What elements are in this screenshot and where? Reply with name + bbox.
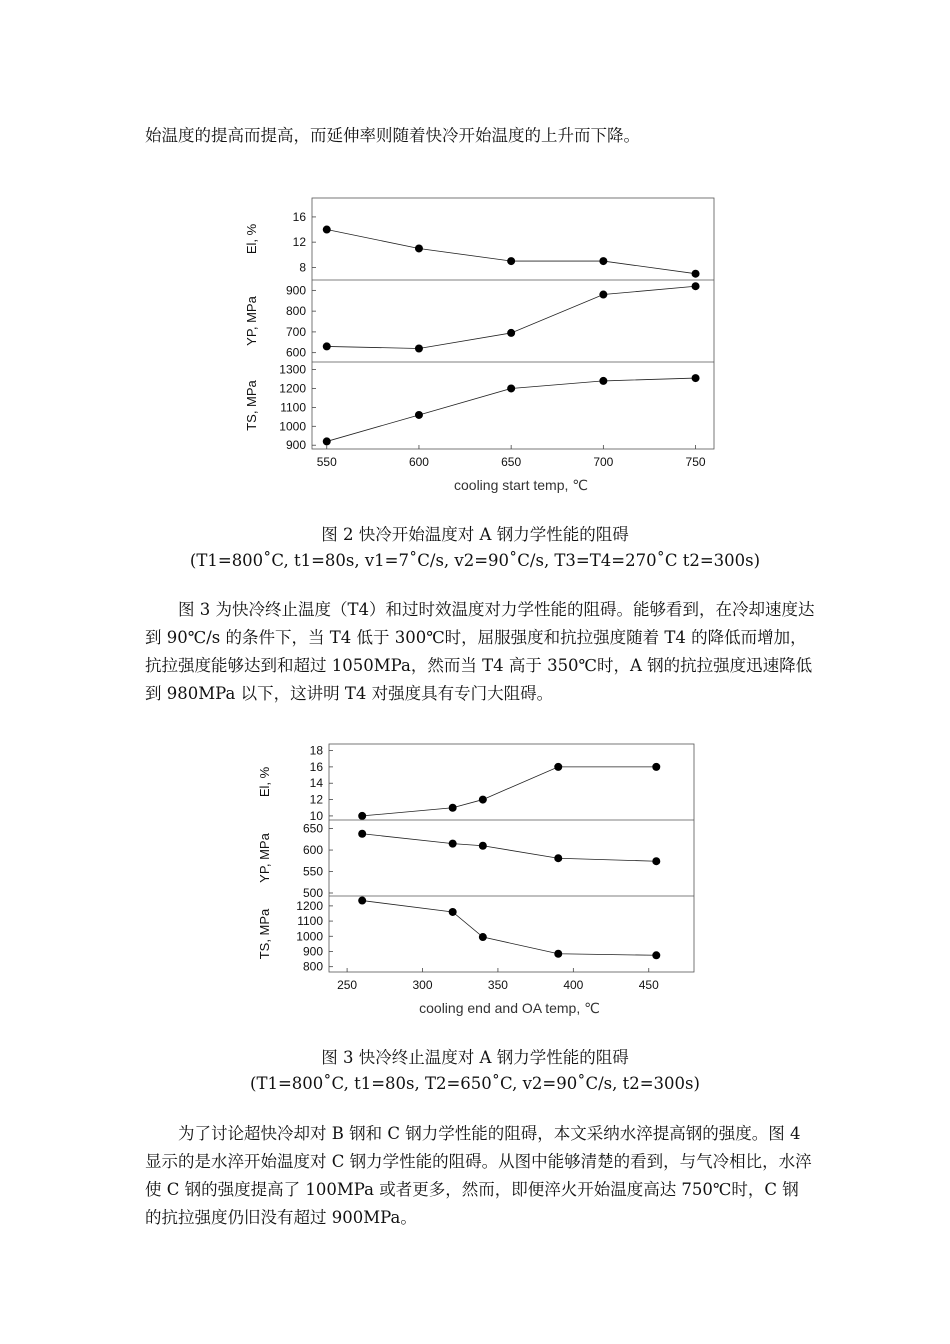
data-point xyxy=(449,804,457,812)
y-tick-label: 550 xyxy=(302,864,323,879)
y-axis-label: El, % xyxy=(257,766,272,798)
y-tick-label: 1000 xyxy=(279,419,306,434)
x-tick-label: 750 xyxy=(685,455,706,469)
y-tick-label: 16 xyxy=(309,759,323,774)
figure-2-params: (T1=800˚C, t1=80s, v1=7˚C/s, v2=90˚C/s, T3=T4=270˚C t2=300s) xyxy=(189,551,761,570)
data-point xyxy=(692,374,700,382)
data-point xyxy=(323,437,331,445)
y-tick-label: 12 xyxy=(309,792,323,807)
y-tick-label: 900 xyxy=(285,283,306,298)
paragraph-water-quench: 为了讨论超快冷却对 B 钢和 C 钢力学性能的阻碍，本文采纳水淬提高钢的强度。图 4 显示的是水淬开始温度对 C 钢力学性能的阻碍。从图中能够清楚的看到，与气冷相比，水淬使 C 钢的强度提高了 100MPa 或者更多，然而，即便淬火开始温度高达 750℃时，C 钢的抗拉强度仍旧没有超过 900MPa。 xyxy=(145,1124,812,1227)
x-axis-label: cooling start temp, ℃ xyxy=(454,477,588,493)
x-axis-label: cooling end and OA temp, ℃ xyxy=(419,1000,600,1016)
data-point xyxy=(479,842,487,850)
y-tick-label: 12 xyxy=(292,235,306,250)
figure-3-chart xyxy=(245,730,715,1022)
data-point xyxy=(479,933,487,941)
y-tick-label: 500 xyxy=(302,885,323,900)
y-tick-label: 10 xyxy=(309,808,323,823)
data-point xyxy=(652,857,660,865)
figure-2-caption xyxy=(0,522,950,574)
data-point xyxy=(692,270,700,278)
series-line xyxy=(327,286,696,348)
y-tick-label: 1000 xyxy=(296,929,323,944)
y-tick-label: 1200 xyxy=(279,381,306,396)
data-point xyxy=(415,244,423,252)
y-tick-label: 18 xyxy=(309,743,323,758)
figure-3-params: (T1=800˚C, t1=80s, T2=650˚C, v2=90˚C/s, t2=300s) xyxy=(250,1074,700,1093)
y-tick-label: 1100 xyxy=(280,400,306,415)
y-tick-label: 800 xyxy=(285,304,306,319)
y-axis-label: TS, MPa xyxy=(244,380,259,431)
y-tick-label: 600 xyxy=(302,843,323,858)
figure-3-caption xyxy=(0,1045,950,1097)
y-tick-label: 16 xyxy=(292,209,306,224)
data-point xyxy=(507,329,515,337)
paragraph-fig3-discussion: 图 3 为快冷终止温度（T4）和过时效温度对力学性能的阻碍。能够看到，在冷却速度达到 90℃/s 的条件下，当 T4 低于 300℃时，屈服强度和抗拉强度随着 T4 的降低而增加，抗拉强度能够达到和超过 1050MPa，然而当 T4 高于 350℃时，A 钢的抗拉强度迅速降低到 980MPa 以下，这讲明 T4 对强度具有专门大阻碍。 xyxy=(145,600,815,703)
data-point xyxy=(554,950,562,958)
paragraph-fig2-intro: 始温度的提高而提高，而延伸率则随着快冷开始温度的上升而下降。 xyxy=(145,126,640,145)
data-point xyxy=(599,257,607,265)
y-axis-label: TS, MPa xyxy=(257,908,272,960)
y-tick-label: 14 xyxy=(309,776,323,791)
series-line xyxy=(362,834,656,861)
data-point xyxy=(599,291,607,299)
y-axis-label: YP, MPa xyxy=(244,296,259,346)
x-tick-label: 700 xyxy=(593,455,614,469)
data-point xyxy=(358,812,366,820)
data-point xyxy=(358,830,366,838)
x-tick-label: 400 xyxy=(563,978,584,992)
series-line xyxy=(327,230,696,274)
data-point xyxy=(479,796,487,804)
y-tick-label: 700 xyxy=(285,324,306,339)
data-point xyxy=(323,342,331,350)
data-point xyxy=(323,226,331,234)
data-point xyxy=(415,411,423,419)
data-point xyxy=(358,897,366,905)
y-tick-label: 900 xyxy=(285,438,306,453)
plot-frame xyxy=(312,198,714,449)
x-tick-label: 450 xyxy=(638,978,659,992)
y-axis-label: YP, MPa xyxy=(257,833,272,883)
data-point xyxy=(652,763,660,771)
y-tick-label: 800 xyxy=(302,959,323,974)
figure-2-title: 图 2 快冷开始温度对 A 钢力学性能的阻碍 xyxy=(321,525,629,544)
figure-3-title: 图 3 快冷终止温度对 A 钢力学性能的阻碍 xyxy=(321,1048,629,1067)
data-point xyxy=(507,384,515,392)
data-point xyxy=(415,345,423,353)
y-tick-label: 1300 xyxy=(279,362,306,377)
y-tick-label: 1200 xyxy=(296,898,323,913)
x-tick-label: 650 xyxy=(501,455,522,469)
data-point xyxy=(449,908,457,916)
y-tick-label: 8 xyxy=(299,260,306,275)
y-tick-label: 600 xyxy=(285,345,306,360)
data-point xyxy=(507,257,515,265)
plot-frame xyxy=(329,744,694,972)
data-point xyxy=(652,951,660,959)
data-point xyxy=(554,854,562,862)
x-tick-label: 250 xyxy=(337,978,358,992)
x-tick-label: 550 xyxy=(316,455,337,469)
y-tick-label: 650 xyxy=(302,821,323,836)
series-line xyxy=(362,901,656,956)
series-line xyxy=(362,767,656,816)
y-tick-label: 1100 xyxy=(297,914,323,929)
data-point xyxy=(599,377,607,385)
x-tick-label: 300 xyxy=(412,978,433,992)
data-point xyxy=(692,282,700,290)
y-axis-label: El, % xyxy=(244,223,259,255)
figure-2-chart xyxy=(230,190,730,500)
x-tick-label: 350 xyxy=(487,978,508,992)
y-tick-label: 900 xyxy=(302,944,323,959)
data-point xyxy=(449,840,457,848)
data-point xyxy=(554,763,562,771)
x-tick-label: 600 xyxy=(408,455,429,469)
